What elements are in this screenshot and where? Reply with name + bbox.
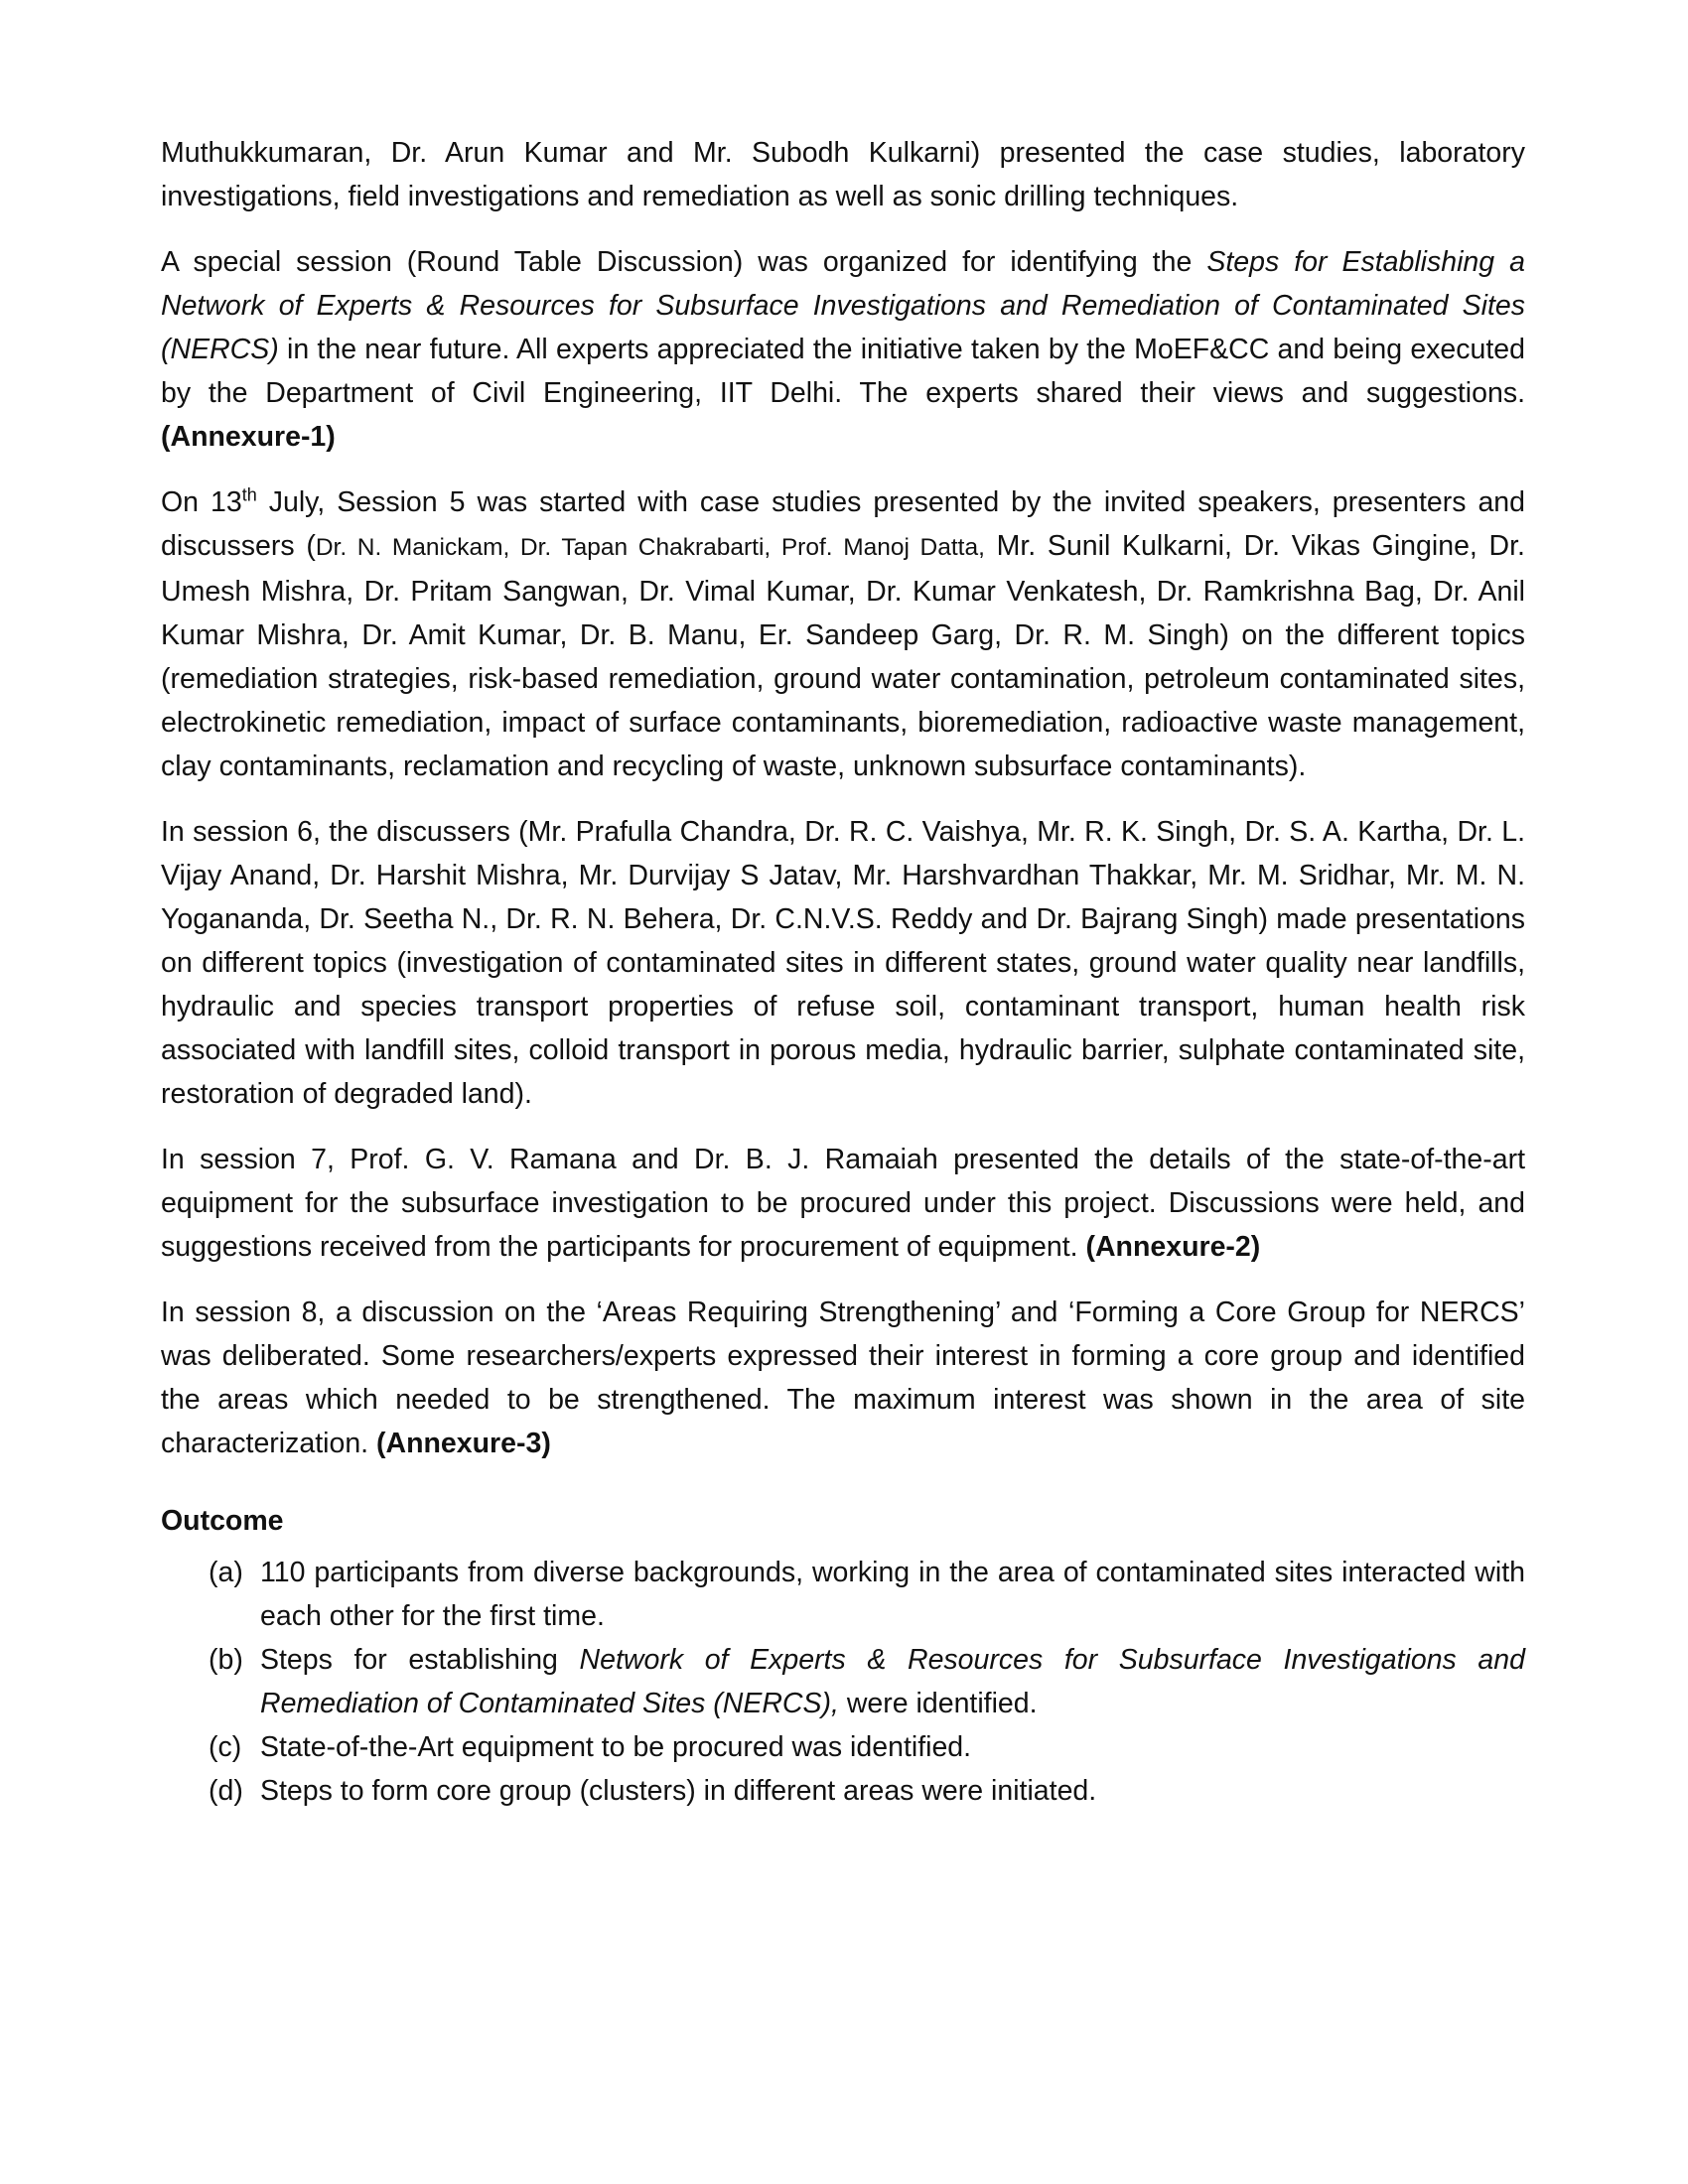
item-text: Steps to form core group (clusters) in different areas were initiated. <box>260 1775 1097 1807</box>
nercs-title-italic: Steps for Establishing a Network of Experts & Resources for Subsurface Investigations and Remediation of Contaminated Sites (NERCS) <box>161 246 1525 365</box>
paragraph-session-7 <box>161 1138 1525 1269</box>
item-text: 110 participants from diverse backgrounds, working in the area of contaminated sites interacted with each other for the first time. <box>260 1557 1525 1632</box>
paragraph-session-6: In session 6, the discussers (Mr. Prafulla Chandra, Dr. R. C. Vaishya, Mr. R. K. Singh, Dr. S. A. Kartha, Dr. L. Vijay Anand, Dr. Harshit Mishra, Mr. Durvijay S Jatav, Mr. Harshvardhan Thakkar, Mr. M. Sridhar, Mr. M. N. Yogananda, Dr. Seetha N., Dr. R. N. Behera, Dr. C.N.V.S. Reddy and Dr. Bajrang Singh) made presentations on different topics (investigation of contaminated sites in different states, ground water quality near landfills, hydraulic and species transport properties of refuse soil, contaminant transport, human health risk associated with landfill sites, colloid transport in porous media, hydraulic barrier, sulphate contaminated site, restoration of degraded land). <box>161 816 1525 1110</box>
item-marker: (c) <box>209 1731 242 1763</box>
superscript-th: th <box>241 484 257 505</box>
small-names: Dr. N. Manickam, Dr. Tapan Chakrabarti, Prof. Manoj Datta, <box>315 534 985 561</box>
item-text: State-of-the-Art equipment to be procured was identified. <box>260 1731 972 1763</box>
paragraph-session-4-end: Muthukkumaran, Dr. Arun Kumar and Mr. Subodh Kulkarni) presented the case studies, laboratory investigations, field investigations and remediation as well as sonic drilling techniques. <box>161 137 1525 212</box>
text-span: A special session (Round Table Discussion) was organized for identifying the <box>161 246 1207 278</box>
outcome-item-b <box>209 1638 1525 1725</box>
annexure-3-ref: (Annexure-3) <box>376 1428 551 1459</box>
annexure-1-ref: (Annexure-1) <box>161 421 336 453</box>
outcome-item-a <box>209 1551 1525 1638</box>
annexure-2-ref: (Annexure-2) <box>1085 1231 1261 1263</box>
nercs-title-italic: Network of Experts & Resources for Subsurface Investigations and Remediation of Contaminated Sites (NERCS), <box>260 1644 1525 1719</box>
outcome-list <box>161 1551 1525 1813</box>
text-span: On 13 <box>161 486 242 518</box>
outcome-item-c <box>209 1725 1525 1769</box>
text-span: July, Session 5 was started with case studies presented by the invited speakers, presenters and discussers ( <box>161 486 1525 562</box>
text-span: Mr. Sunil Kulkarni, Dr. Vikas Gingine, Dr. Umesh Mishra, Dr. Pritam Sangwan, Dr. Vimal Kumar, Dr. Kumar Venkatesh, Dr. Ramkrishna Bag, Dr. Anil Kumar Mishra, Dr. Amit Kumar, Dr. B. Manu, Er. Sandeep Garg, Dr. R. M. Singh) on the different topics (remediation strategies, risk-based remediation, ground water contamination, petroleum contaminated sites, electrokinetic remediation, impact of surface contaminants, bioremediation, radioactive waste management, clay contaminants, reclamation and recycling of waste, unknown subsurface contaminants). <box>161 530 1525 782</box>
item-marker: (d) <box>209 1775 243 1807</box>
text-span: In session 8, a discussion on the ‘Areas Requiring Strengthening’ and ‘Forming a Core Group for NERCS’ was deliberated. Some researchers/experts expressed their interest in forming a core group and identified the areas which needed to be strengthened. The maximum interest was shown in the area of site characterization. <box>161 1297 1525 1459</box>
text-span: In session 7, Prof. G. V. Ramana and Dr. B. J. Ramaiah presented the details of the state-of-the-art equipment for the subsurface investigation to be procured under this project. Discussions were held, and suggestions received from the participants for procurement of equipment. <box>161 1144 1525 1263</box>
item-text: were identified. <box>838 1688 1038 1719</box>
item-marker: (b) <box>209 1644 243 1676</box>
outcome-heading: Outcome <box>161 1505 284 1537</box>
text-span: in the near future. All experts appreciated the initiative taken by the MoEF&CC and being executed by the Department of Civil Engineering, IIT Delhi. The experts shared their views and suggestions. <box>161 334 1525 409</box>
paragraph-session-5 <box>161 480 1525 788</box>
document-page <box>161 131 1525 1813</box>
outcome-item-d <box>209 1769 1525 1813</box>
paragraph-round-table <box>161 240 1525 459</box>
item-marker: (a) <box>209 1557 243 1588</box>
paragraph-session-8 <box>161 1291 1525 1465</box>
item-text: Steps for establishing <box>260 1644 580 1676</box>
